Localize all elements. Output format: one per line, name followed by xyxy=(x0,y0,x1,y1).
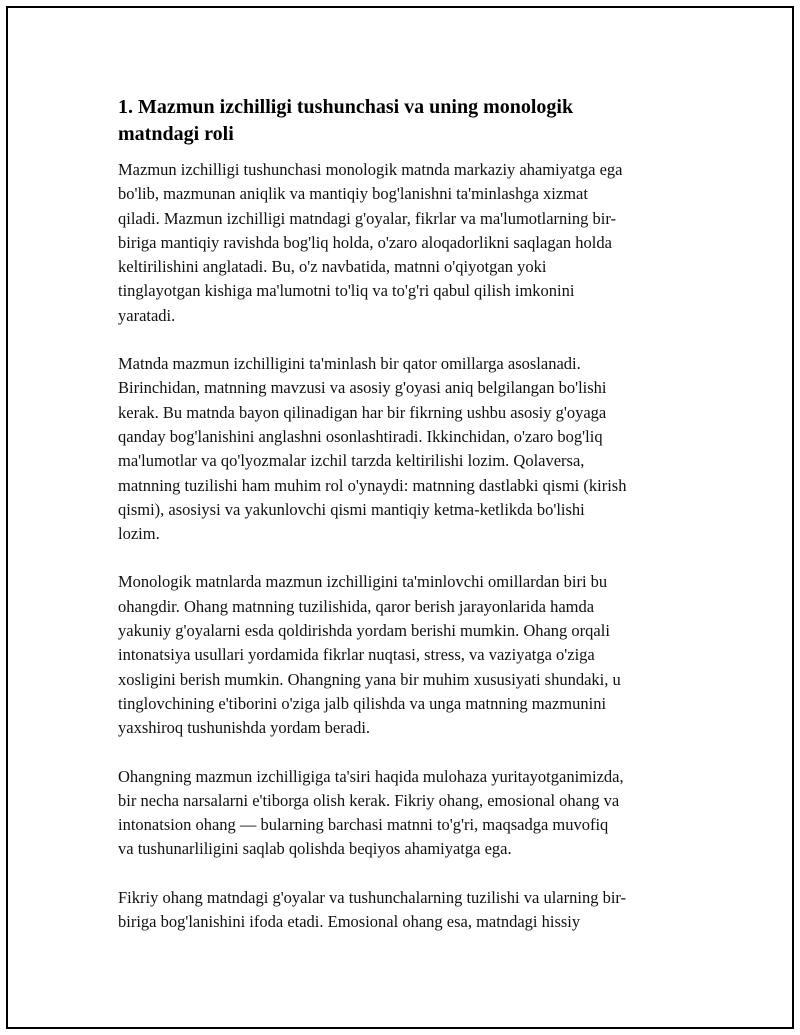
text-line: matnning tuzilishi ham muhim rol o'ynaydi: matnning dastlabki qismi (kirish xyxy=(118,475,627,495)
text-line: va tushunarliligini saqlab qolishda beqiyos ahamiyatga ega. xyxy=(118,839,512,859)
paragraph-2 xyxy=(118,352,688,546)
text-line: biriga mantiqiy ravishda bog'liq holda, o'zaro aloqadorlikni saqlagan holda xyxy=(118,232,612,252)
paragraph-4 xyxy=(118,765,688,862)
text-line: yaratadi. xyxy=(118,305,176,325)
text-line: yaxshiroq tushunishda yordam beradi. xyxy=(118,718,371,738)
text-line: xosligini berish mumkin. Ohangning yana bir muhim xususiyati shundaki, u xyxy=(118,669,621,689)
heading-line: matndagi roli xyxy=(118,123,234,145)
text-line: yakuniy g'oyalarni esda qoldirishda yordam berishi mumkin. Ohang orqali xyxy=(118,621,610,641)
text-line: keltirilishini anglatadi. Bu, o'z navbatida, matnni o'qiyotgan yoki xyxy=(118,257,547,277)
text-line: Monologik matnlarda mazmun izchilligini ta'minlovchi omillardan biri bu xyxy=(118,572,608,592)
text-line: ma'lumotlar va qo'lyozmalar izchil tarzda keltirilishi lozim. Qolaversa, xyxy=(118,451,585,471)
text-line: biriga bog'lanishini ifoda etadi. Emosional ohang esa, matndagi hissiy xyxy=(118,912,581,932)
text-line: bir necha narsalarni e'tiborga olish kerak. Fikriy ohang, emosional ohang va xyxy=(118,790,620,810)
text-line: qanday bog'lanishini anglashni osonlashtiradi. Ikkinchidan, o'zaro bog'liq xyxy=(118,426,603,446)
text-line: qiladi. Mazmun izchilligi matndagi g'oyalar, fikrlar va ma'lumotlarning bir- xyxy=(118,208,616,228)
text-line: qismi), asosiysi va yakunlovchi qismi mantiqiy ketma-ketlikda bo'lishi xyxy=(118,499,585,519)
text-line: ohangdir. Ohang matnning tuzilishida, qaror berish jarayonlarida hamda xyxy=(118,596,595,616)
heading-line: 1. Mazmun izchilligi tushunchasi va uning monologik xyxy=(118,96,574,118)
text-line: Birinchidan, matnning mavzusi va asosiy g'oyasi aniq belgilangan bo'lishi xyxy=(118,378,607,398)
text-line: lozim. xyxy=(118,524,160,544)
text-line: bo'lib, mazmunan aniqlik va mantiqiy bog'lanishni ta'minlashga xizmat xyxy=(118,184,588,204)
paragraph-5 xyxy=(118,886,688,935)
section-heading xyxy=(118,94,688,148)
document-body xyxy=(118,94,688,958)
text-line: kerak. Bu matnda bayon qilinadigan har bir fikrning ushbu asosiy g'oyaga xyxy=(118,402,607,422)
text-line: Matnda mazmun izchilligini ta'minlash bir qator omillarga asoslanadi. xyxy=(118,354,581,374)
text-line: Fikriy ohang matndagi g'oyalar va tushunchalarning tuzilishi va ularning bir- xyxy=(118,887,627,907)
text-line: intonatsion ohang — bularning barchasi matnni to'g'ri, maqsadga muvofiq xyxy=(118,815,609,835)
text-line: tinglayotgan kishiga ma'lumotni to'liq va to'g'ri qabul qilish imkonini xyxy=(118,281,575,301)
text-line: Ohangning mazmun izchilligiga ta'siri haqida mulohaza yuritayotganimizda, xyxy=(118,766,624,786)
text-line: intonatsiya usullari yordamida fikrlar nuqtasi, stress, va vaziyatga o'ziga xyxy=(118,645,595,665)
text-line: tinglovchining e'tiborini o'ziga jalb qilishda va unga matnning mazmunini xyxy=(118,693,607,713)
text-line: Mazmun izchilligi tushunchasi monologik matnda markaziy ahamiyatga ega xyxy=(118,160,623,179)
paragraph-3 xyxy=(118,570,688,740)
paragraph-1 xyxy=(118,158,688,328)
